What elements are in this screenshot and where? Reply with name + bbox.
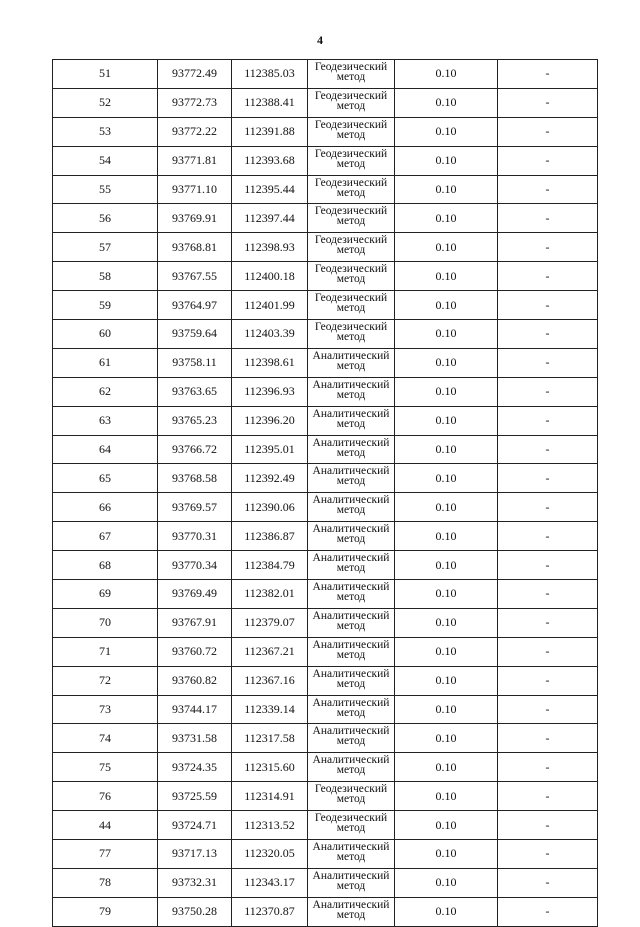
x-coordinate-cell: 93769.49 [158,580,232,609]
note-cell: - [498,724,598,753]
x-coordinate-cell: 93772.49 [158,60,232,89]
note-cell: - [498,204,598,233]
note-cell: - [498,291,598,320]
method-suffix: метод [336,71,366,83]
x-coordinate-cell: 93770.34 [158,551,232,580]
table-row [53,782,598,811]
method-suffix: метод [336,822,366,835]
method-cell [308,262,395,291]
point-number-cell: 77 [53,840,158,869]
x-coordinate-cell: 93759.64 [158,320,232,349]
x-coordinate-cell: 93750.28 [158,897,232,926]
point-number-cell: 73 [53,695,158,724]
table-row [53,175,598,204]
point-number-cell: 74 [53,724,158,753]
accuracy-cell: 0.10 [395,897,498,926]
point-number-cell: 52 [53,88,158,117]
method-cell [308,522,395,551]
table-row [53,608,598,637]
method-cell [308,897,395,926]
method-name: Аналитический [312,378,390,391]
y-coordinate-cell: 112386.87 [232,522,308,551]
note-cell: - [498,320,598,349]
method-cell [308,782,395,811]
method-suffix: метод [336,677,366,690]
note-cell: - [498,580,598,609]
method-cell [308,580,395,609]
y-coordinate-cell: 112367.21 [232,637,308,666]
method-suffix: метод [336,302,366,315]
method-cell [308,435,395,464]
y-coordinate-cell: 112339.14 [232,695,308,724]
method-name: Аналитический [312,465,390,478]
accuracy-cell: 0.10 [395,868,498,897]
y-coordinate-cell: 112390.06 [232,493,308,522]
accuracy-cell: 0.10 [395,811,498,840]
method-suffix: метод [336,533,366,546]
x-coordinate-cell: 93764.97 [158,291,232,320]
note-cell: - [498,753,598,782]
table-body [53,60,598,927]
x-coordinate-cell: 93725.59 [158,782,232,811]
y-coordinate-cell: 112397.44 [232,204,308,233]
x-coordinate-cell: 93763.65 [158,377,232,406]
accuracy-cell: 0.10 [395,637,498,666]
table-row [53,464,598,493]
point-number-cell: 64 [53,435,158,464]
method-name: Аналитический [312,494,390,507]
accuracy-cell: 0.10 [395,753,498,782]
note-cell: - [498,464,598,493]
method-name: Аналитический [312,869,390,882]
point-number-cell: 60 [53,320,158,349]
x-coordinate-cell: 93772.22 [158,117,232,146]
accuracy-cell: 0.10 [395,695,498,724]
method-name: Геодезический [314,263,388,276]
method-cell [308,811,395,840]
table-row [53,897,598,926]
method-name: Аналитический [312,725,390,738]
note-cell: - [498,233,598,262]
accuracy-cell: 0.10 [395,464,498,493]
x-coordinate-cell: 93765.23 [158,406,232,435]
point-number-cell: 55 [53,175,158,204]
method-suffix: метод [336,764,366,777]
method-name: Аналитический [312,436,390,449]
method-cell [308,406,395,435]
method-suffix: метод [336,706,366,719]
accuracy-cell: 0.10 [395,493,498,522]
y-coordinate-cell: 112398.93 [232,233,308,262]
note-cell: - [498,811,598,840]
note-cell: - [498,782,598,811]
accuracy-cell: 0.10 [395,724,498,753]
method-suffix: метод [336,851,366,864]
method-name: Аналитический [312,581,390,594]
accuracy-cell: 0.10 [395,348,498,377]
point-number-cell: 66 [53,493,158,522]
y-coordinate-cell: 112396.20 [232,406,308,435]
method-name: Аналитический [312,841,390,854]
method-cell [308,377,395,406]
method-suffix: метод [336,417,366,430]
accuracy-cell: 0.10 [395,608,498,637]
accuracy-cell: 0.10 [395,377,498,406]
method-name: Аналитический [312,696,390,709]
table-row [53,88,598,117]
method-suffix: метод [336,446,366,459]
table-row [53,146,598,175]
table-row [53,551,598,580]
method-suffix: метод [336,562,366,575]
point-number-cell: 76 [53,782,158,811]
method-cell [308,348,395,377]
accuracy-cell: 0.10 [395,580,498,609]
method-name: Аналитический [312,898,390,911]
note-cell: - [498,522,598,551]
x-coordinate-cell: 93760.72 [158,637,232,666]
note-cell: - [498,146,598,175]
note-cell: - [498,377,598,406]
method-suffix: метод [336,619,366,632]
point-number-cell: 62 [53,377,158,406]
method-name: Аналитический [312,609,390,622]
table-row [53,435,598,464]
accuracy-cell: 0.10 [395,291,498,320]
method-cell [308,291,395,320]
y-coordinate-cell: 112384.79 [232,551,308,580]
method-suffix: метод [336,331,366,344]
point-number-cell: 78 [53,868,158,897]
note-cell: - [498,637,598,666]
y-coordinate-cell: 112396.93 [232,377,308,406]
table-row [53,60,598,89]
method-name: Аналитический [312,407,390,420]
y-coordinate-cell: 112314.91 [232,782,308,811]
x-coordinate-cell: 93772.73 [158,88,232,117]
method-suffix: метод [336,157,366,170]
point-number-cell: 57 [53,233,158,262]
accuracy-cell: 0.10 [395,204,498,233]
table-row [53,117,598,146]
y-coordinate-cell: 112367.16 [232,666,308,695]
y-coordinate-cell: 112317.58 [232,724,308,753]
method-cell [308,493,395,522]
accuracy-cell: 0.10 [395,60,498,89]
point-number-cell: 65 [53,464,158,493]
point-number-cell: 56 [53,204,158,233]
accuracy-cell: 0.10 [395,146,498,175]
y-coordinate-cell: 112385.03 [232,60,308,89]
x-coordinate-cell: 93771.10 [158,175,232,204]
table-row [53,204,598,233]
point-number-cell: 72 [53,666,158,695]
table-row [53,724,598,753]
accuracy-cell: 0.10 [395,406,498,435]
method-suffix: метод [336,648,366,661]
accuracy-cell: 0.10 [395,551,498,580]
method-suffix: метод [336,793,366,806]
accuracy-cell: 0.10 [395,262,498,291]
method-name: Геодезический [314,89,388,102]
method-cell [308,320,395,349]
method-name: Аналитический [312,667,390,680]
point-number-cell: 75 [53,753,158,782]
note-cell: - [498,897,598,926]
accuracy-cell: 0.10 [395,782,498,811]
method-name: Геодезический [314,205,388,218]
y-coordinate-cell: 112388.41 [232,88,308,117]
method-cell [308,868,395,897]
table-row [53,868,598,897]
table-row [53,695,598,724]
method-cell [308,753,395,782]
point-number-cell: 63 [53,406,158,435]
y-coordinate-cell: 112320.05 [232,840,308,869]
point-number-cell: 79 [53,897,158,926]
note-cell: - [498,88,598,117]
point-number-cell: 61 [53,348,158,377]
method-suffix: метод [336,99,366,112]
method-cell [308,204,395,233]
method-cell [308,608,395,637]
method-suffix: метод [336,879,366,892]
method-name: Геодезический [314,176,388,189]
method-cell [308,175,395,204]
point-number-cell: 53 [53,117,158,146]
note-cell: - [498,262,598,291]
table-row [53,291,598,320]
method-cell [308,551,395,580]
y-coordinate-cell: 112343.17 [232,868,308,897]
note-cell: - [498,608,598,637]
method-name: Геодезический [314,321,388,334]
method-cell [308,233,395,262]
method-cell [308,146,395,175]
method-suffix: метод [336,128,366,141]
x-coordinate-cell: 93724.35 [158,753,232,782]
method-name: Геодезический [314,147,388,160]
y-coordinate-cell: 112370.87 [232,897,308,926]
accuracy-cell: 0.10 [395,88,498,117]
x-coordinate-cell: 93766.72 [158,435,232,464]
point-number-cell: 67 [53,522,158,551]
method-suffix: метод [336,273,366,286]
method-cell [308,666,395,695]
accuracy-cell: 0.10 [395,840,498,869]
y-coordinate-cell: 112313.52 [232,811,308,840]
table-row [53,522,598,551]
y-coordinate-cell: 112391.88 [232,117,308,146]
table-row [53,348,598,377]
table-row [53,377,598,406]
y-coordinate-cell: 112392.49 [232,464,308,493]
x-coordinate-cell: 93731.58 [158,724,232,753]
method-name: Аналитический [312,638,390,651]
x-coordinate-cell: 93768.81 [158,233,232,262]
method-name: Геодезический [314,292,388,305]
note-cell: - [498,435,598,464]
table-row [53,233,598,262]
method-suffix: метод [336,215,366,228]
note-cell: - [498,348,598,377]
method-suffix: метод [336,908,366,921]
table-row [53,753,598,782]
x-coordinate-cell: 93769.91 [158,204,232,233]
y-coordinate-cell: 112395.01 [232,435,308,464]
y-coordinate-cell: 112400.18 [232,262,308,291]
note-cell: - [498,868,598,897]
point-number-cell: 54 [53,146,158,175]
y-coordinate-cell: 112315.60 [232,753,308,782]
method-suffix: метод [336,735,366,748]
x-coordinate-cell: 93768.58 [158,464,232,493]
table-row [53,637,598,666]
method-cell [308,695,395,724]
method-name: Геодезический [314,118,388,131]
method-suffix: метод [336,186,366,199]
y-coordinate-cell: 112393.68 [232,146,308,175]
note-cell: - [498,117,598,146]
table-row [53,666,598,695]
accuracy-cell: 0.10 [395,435,498,464]
x-coordinate-cell: 93732.31 [158,868,232,897]
table-row [53,580,598,609]
method-suffix: метод [336,475,366,488]
table-row [53,493,598,522]
method-cell [308,60,395,89]
point-number-cell: 58 [53,262,158,291]
point-number-cell: 59 [53,291,158,320]
accuracy-cell: 0.10 [395,233,498,262]
accuracy-cell: 0.10 [395,666,498,695]
y-coordinate-cell: 112382.01 [232,580,308,609]
method-cell [308,724,395,753]
note-cell: - [498,666,598,695]
x-coordinate-cell: 93717.13 [158,840,232,869]
note-cell: - [498,695,598,724]
method-cell [308,117,395,146]
method-suffix: метод [336,591,366,604]
accuracy-cell: 0.10 [395,522,498,551]
accuracy-cell: 0.10 [395,117,498,146]
point-number-cell: 44 [53,811,158,840]
method-name: Аналитический [312,523,390,536]
x-coordinate-cell: 93724.71 [158,811,232,840]
coordinates-table [52,59,598,927]
y-coordinate-cell: 112401.99 [232,291,308,320]
table-row [53,320,598,349]
y-coordinate-cell: 112395.44 [232,175,308,204]
accuracy-cell: 0.10 [395,320,498,349]
method-cell [308,88,395,117]
x-coordinate-cell: 93767.91 [158,608,232,637]
method-suffix: метод [336,504,366,517]
method-cell [308,840,395,869]
method-suffix: метод [336,359,366,372]
point-number-cell: 68 [53,551,158,580]
table-row [53,840,598,869]
note-cell: - [498,551,598,580]
method-suffix: метод [336,388,366,401]
method-name: Аналитический [312,552,390,565]
method-name: Геодезический [314,812,388,825]
x-coordinate-cell: 93769.57 [158,493,232,522]
x-coordinate-cell: 93760.82 [158,666,232,695]
note-cell: - [498,840,598,869]
method-cell [308,637,395,666]
x-coordinate-cell: 93770.31 [158,522,232,551]
table-row [53,811,598,840]
point-number-cell: 51 [53,60,158,89]
method-name: Геодезический [314,61,388,73]
x-coordinate-cell: 93758.11 [158,348,232,377]
method-suffix: метод [336,244,366,257]
table-row [53,406,598,435]
point-number-cell: 71 [53,637,158,666]
note-cell: - [498,60,598,89]
y-coordinate-cell: 112398.61 [232,348,308,377]
method-name: Аналитический [312,754,390,767]
note-cell: - [498,493,598,522]
page-number: 4 [317,33,323,47]
method-name: Геодезический [314,783,388,796]
table-row [53,262,598,291]
y-coordinate-cell: 112403.39 [232,320,308,349]
y-coordinate-cell: 112379.07 [232,608,308,637]
point-number-cell: 69 [53,580,158,609]
accuracy-cell: 0.10 [395,175,498,204]
method-name: Аналитический [312,349,390,362]
note-cell: - [498,175,598,204]
note-cell: - [498,406,598,435]
x-coordinate-cell: 93771.81 [158,146,232,175]
method-name: Геодезический [314,234,388,247]
x-coordinate-cell: 93767.55 [158,262,232,291]
x-coordinate-cell: 93744.17 [158,695,232,724]
method-cell [308,464,395,493]
point-number-cell: 70 [53,608,158,637]
